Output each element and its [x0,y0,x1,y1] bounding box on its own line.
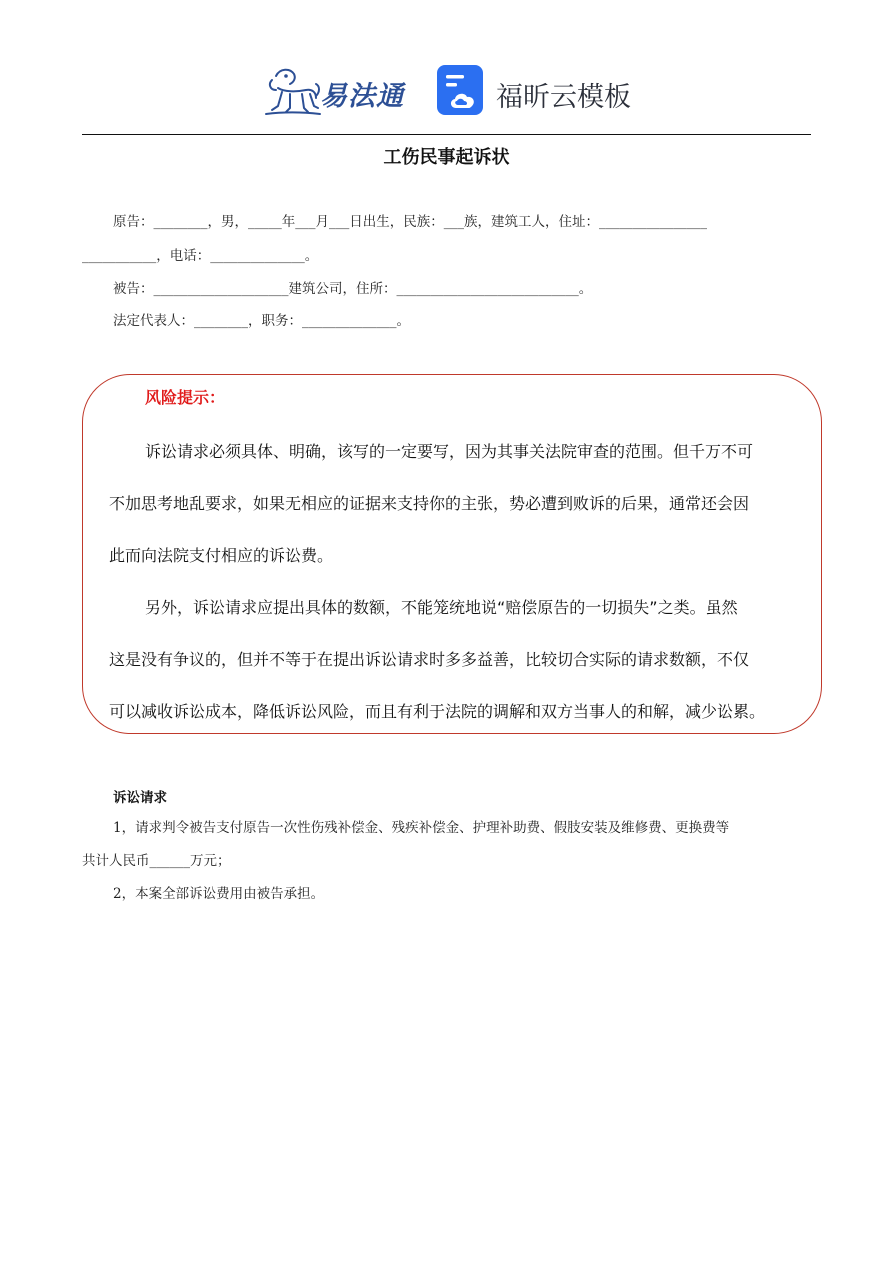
document-title: 工伤民事起诉状 [383,147,510,168]
qilin-icon [262,62,322,118]
legal-representative-line: 法定代表人：________，职务：______________。 [113,313,410,329]
risk-notice-line: 这是没有争议的，但并不等于在提出诉讼请求时多多益善，比较切合实际的请求数额，不仅 [109,650,750,669]
risk-notice-line: 不加思考地乱要求，如果无相应的证据来支持你的主张，势必遭到败诉的后果，通常还会因 [109,494,750,513]
foxit-template-logo [436,64,636,118]
foxit-template-logo-text: 福昕云模板 [496,82,631,113]
yifatong-logo [262,62,412,118]
defendant-info-line: 被告：____________________建筑公司，住所：___________________________。 [113,281,593,297]
claim-item-1-line1: 1，请求判令被告支付原告一次性伤残补偿金、残疾补偿金、护理补助费、假肢安装及维修费、更换费等 [113,820,730,836]
risk-notice-title: 风险提示： [145,388,226,407]
risk-notice-line: 可以减收诉讼成本，降低诉讼风险，而且有利于法院的调解和双方当事人的和解，减少讼累。 [109,702,766,721]
claims-heading: 诉讼请求 [113,790,167,806]
risk-notice-line: 另外，诉讼请求应提出具体的数额，不能笼统地说“赔偿原告的一切损失”之类。虽然 [145,598,738,617]
yifatong-logo-text: 易法通 [320,81,404,112]
claim-item-1-line2: 共计人民币______万元； [82,853,231,869]
risk-notice-box [82,374,822,734]
page-header [0,58,893,122]
risk-notice-line: 诉讼请求必须具体、明确，该写的一定要写，因为其事关法院审查的范围。但千万不可 [145,442,754,461]
claim-item-2: 2，本案全部诉讼费用由被告承担。 [113,886,325,902]
risk-notice-line: 此而向法院支付相应的诉讼费。 [109,546,334,565]
plaintiff-info-line2: ___________，电话：______________。 [82,248,319,264]
header-divider [82,134,811,135]
cloud-document-icon [436,64,486,116]
plaintiff-info-line1: 原告：________，男，_____年___月___日出生，民族：___族，建筑工人，住址：________________ [113,214,707,230]
